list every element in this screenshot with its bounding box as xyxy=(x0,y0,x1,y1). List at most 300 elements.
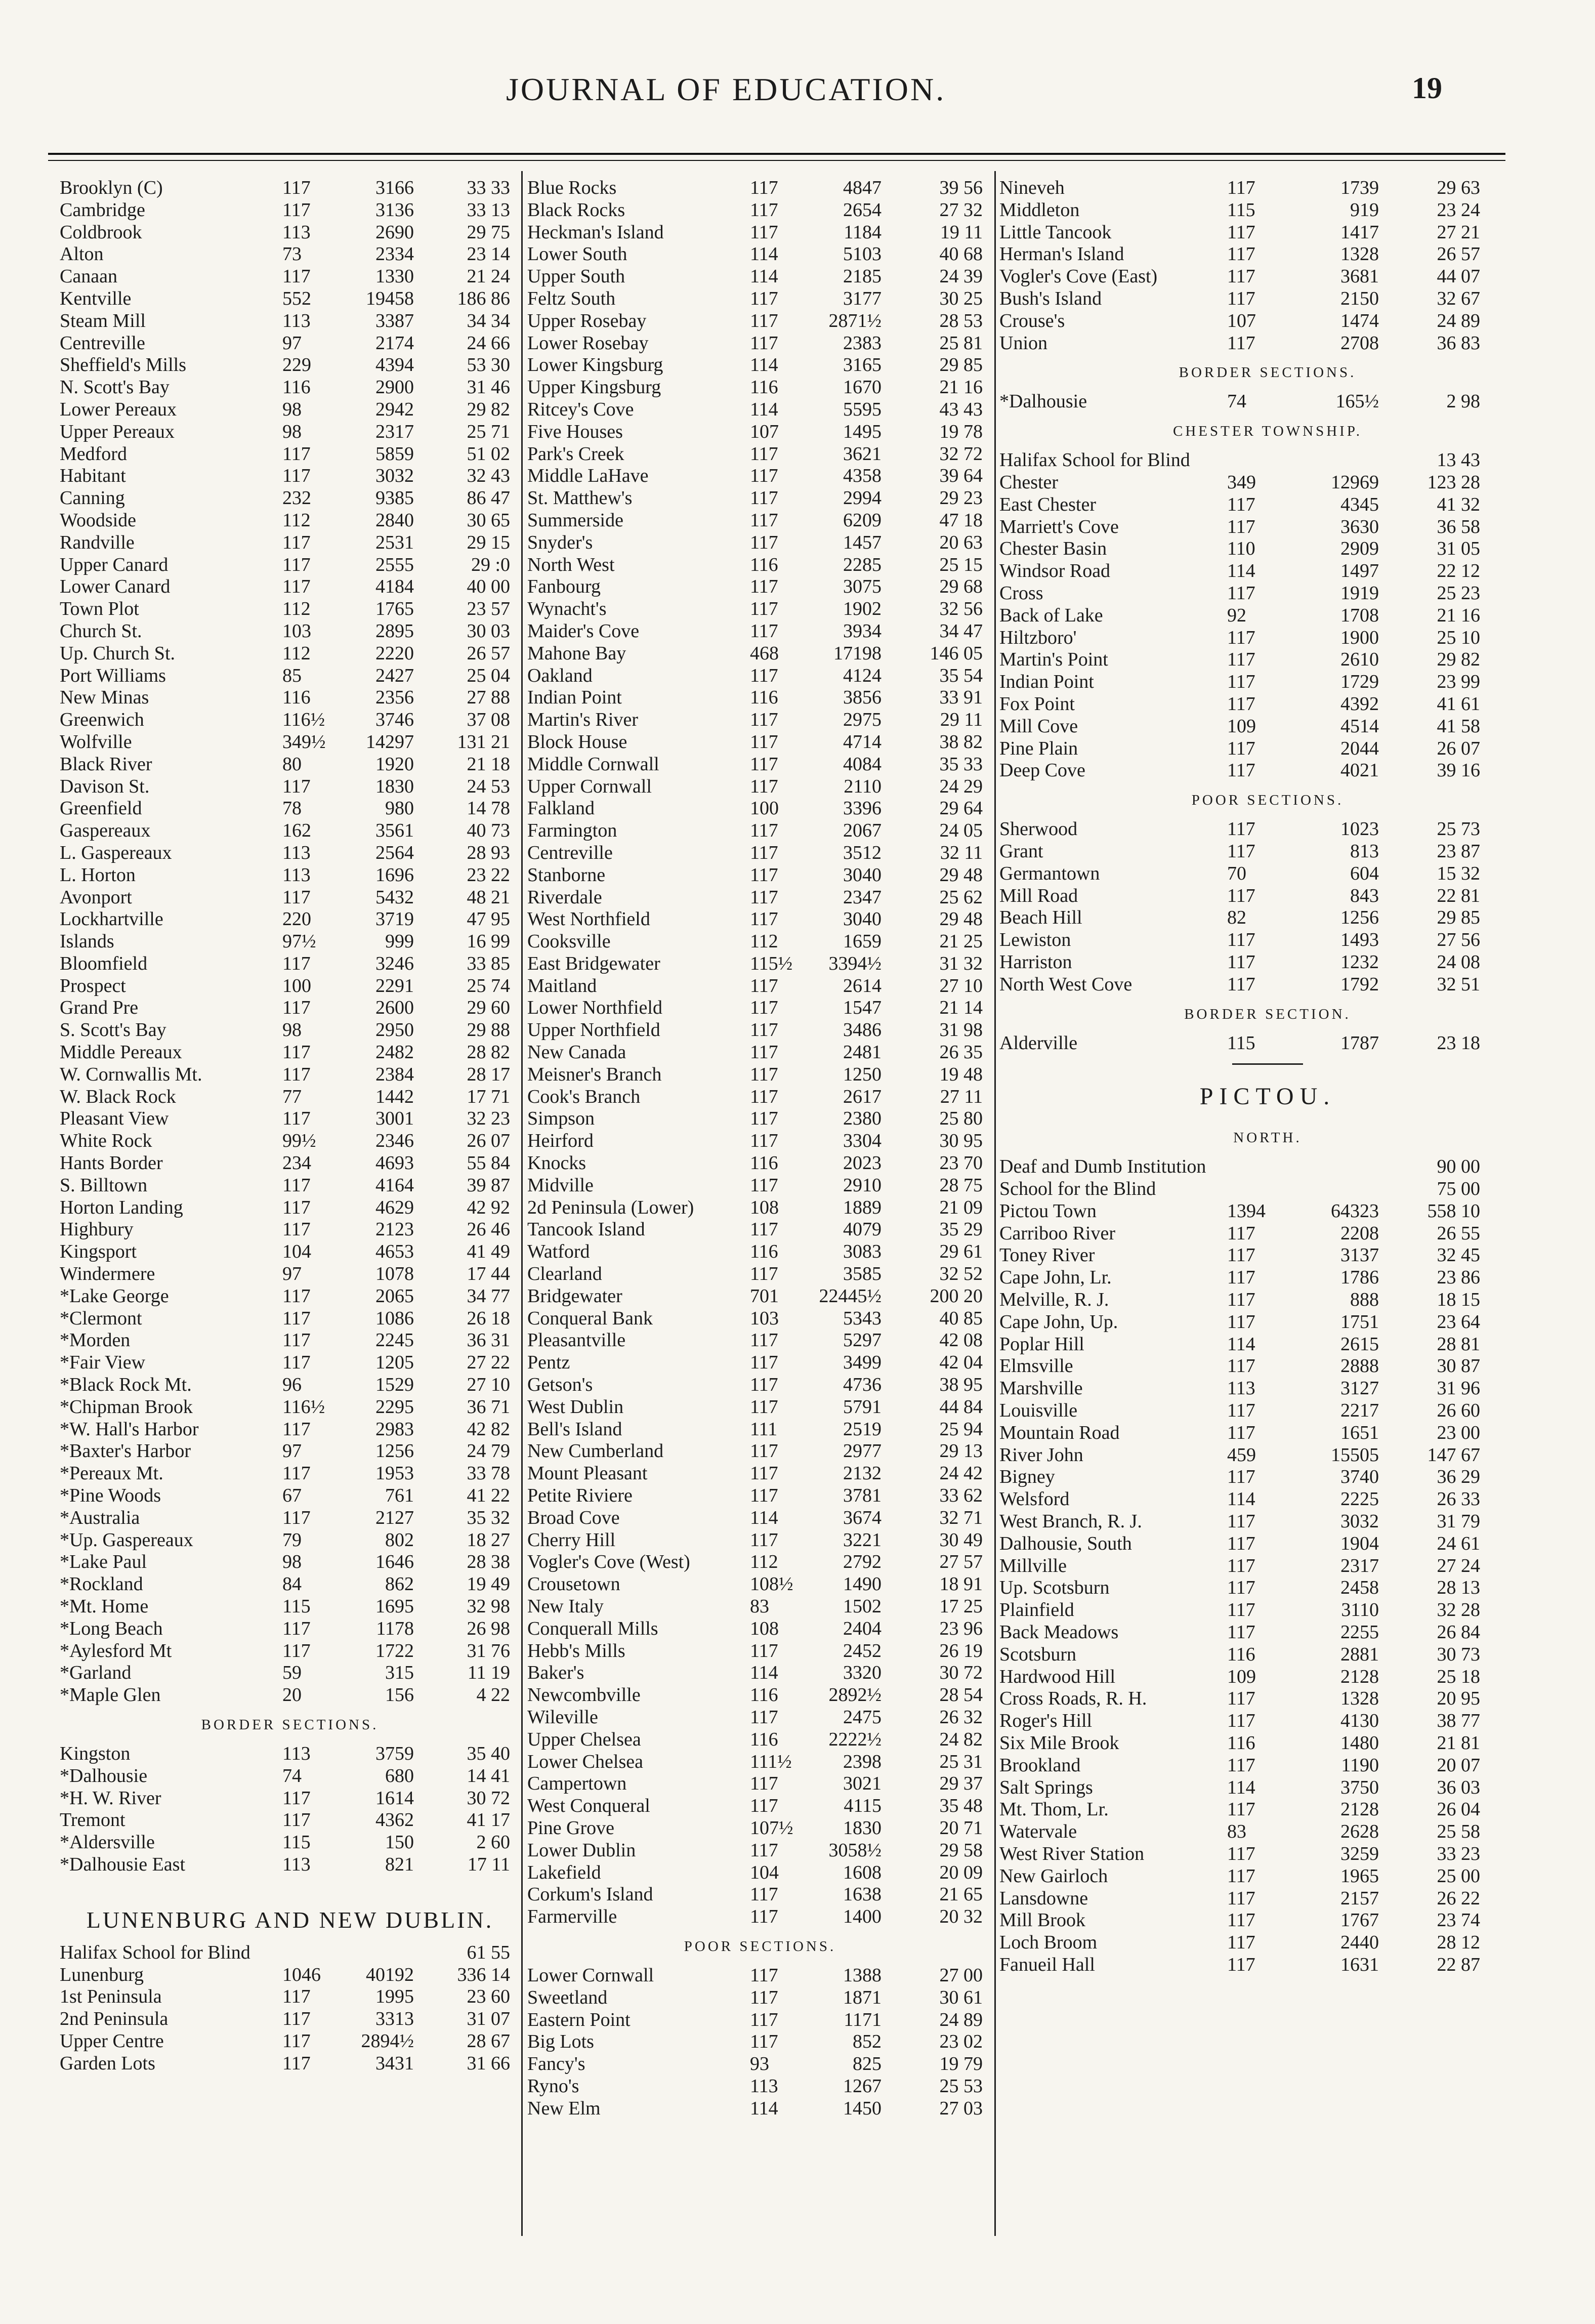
attendance: 2628 xyxy=(1340,1821,1379,1843)
table-row xyxy=(527,598,993,620)
section-name: Meisner's Branch xyxy=(527,1063,662,1085)
table-row xyxy=(60,510,520,532)
days-taught: 116 xyxy=(750,687,778,709)
grant-amount: 34 77 xyxy=(467,1285,510,1307)
section-name: *Lake Paul xyxy=(60,1551,147,1573)
grant-amount: 25 94 xyxy=(939,1418,983,1440)
section-name: Deep Cove xyxy=(999,760,1085,781)
table-row xyxy=(527,1419,993,1441)
grant-amount: 31 46 xyxy=(467,377,510,398)
table-row xyxy=(527,1019,993,1042)
attendance: 919 xyxy=(1350,199,1379,221)
days-taught: 117 xyxy=(750,443,778,465)
table-row xyxy=(999,1156,1536,1178)
section-name: Grant xyxy=(999,840,1043,862)
table-row xyxy=(999,1954,1536,1976)
grant-amount: 26 55 xyxy=(1437,1222,1480,1244)
grant-amount: 30 61 xyxy=(939,1986,983,2008)
table-row xyxy=(527,620,993,643)
days-taught: 117 xyxy=(750,310,778,331)
days-taught: 552 xyxy=(282,287,311,309)
attendance: 2067 xyxy=(843,820,882,842)
attendance: 1178 xyxy=(376,1617,414,1639)
table-row xyxy=(527,709,993,731)
section-name: Sweetland xyxy=(527,1986,608,2008)
section-name: Coldbrook xyxy=(60,221,142,243)
grant-amount: 39 16 xyxy=(1437,760,1480,781)
section-name: Feltz South xyxy=(527,287,616,309)
days-taught: 117 xyxy=(1227,1311,1255,1333)
days-taught: 459 xyxy=(1227,1444,1256,1466)
attendance: 2475 xyxy=(843,1706,882,1728)
attendance: 2398 xyxy=(843,1751,882,1772)
days-taught: 117 xyxy=(1227,693,1255,715)
section-name: 2d Peninsula (Lower) xyxy=(527,1196,694,1218)
attendance: 1328 xyxy=(1340,243,1379,265)
table-row xyxy=(60,1788,520,1810)
section-name: Plainfield xyxy=(999,1599,1074,1621)
attendance: 3075 xyxy=(843,576,882,598)
table-row xyxy=(999,1511,1536,1533)
grant-amount: 29 37 xyxy=(939,1773,983,1795)
table-row xyxy=(527,266,993,288)
table-row xyxy=(60,199,520,222)
section-name: Brooklyn (C) xyxy=(60,177,163,198)
days-taught: 117 xyxy=(282,1418,311,1440)
attendance: 3750 xyxy=(1340,1776,1379,1798)
attendance: 1330 xyxy=(375,266,414,287)
section-name: Wileville xyxy=(527,1706,598,1728)
grant-amount: 29 15 xyxy=(467,531,510,553)
attendance: 2128 xyxy=(1340,1799,1379,1820)
attendance: 1256 xyxy=(1340,907,1379,929)
section-name: Lower Cornwall xyxy=(527,1964,654,1986)
section-name: Pictou Town xyxy=(999,1200,1097,1222)
grant-amount: 21 25 xyxy=(939,931,983,952)
table-row xyxy=(60,643,520,665)
table-row xyxy=(999,333,1536,355)
grant-amount: 18 27 xyxy=(467,1529,510,1551)
attendance: 862 xyxy=(385,1573,414,1595)
section-name: Upper Kingsburg xyxy=(527,377,661,398)
days-taught: 112 xyxy=(282,642,311,664)
days-taught: 107½ xyxy=(750,1817,793,1839)
section-name: Midville xyxy=(527,1174,594,1196)
grant-amount: 28 81 xyxy=(1437,1333,1480,1355)
section-name: *Garland xyxy=(60,1662,132,1684)
attendance: 2317 xyxy=(1340,1555,1379,1576)
days-taught: 117 xyxy=(1227,973,1255,995)
table-row xyxy=(60,266,520,288)
days-taught: 117 xyxy=(750,1463,778,1484)
attendance: 2531 xyxy=(375,531,414,553)
grant-amount: 39 87 xyxy=(467,1174,510,1196)
attendance: 2132 xyxy=(843,1463,882,1484)
attendance: 22445½ xyxy=(819,1285,882,1307)
grant-amount: 35 33 xyxy=(939,753,983,775)
table-row xyxy=(527,1064,993,1086)
attendance: 5297 xyxy=(843,1330,882,1351)
days-taught: 117 xyxy=(282,1507,311,1528)
section-name: Back of Lake xyxy=(999,604,1103,626)
table-row xyxy=(999,1311,1536,1334)
attendance: 3486 xyxy=(843,1019,882,1041)
attendance: 4164 xyxy=(375,1174,414,1196)
days-taught: 117 xyxy=(750,1108,778,1130)
days-taught: 116 xyxy=(282,377,311,398)
section-name: Avonport xyxy=(60,886,132,908)
attendance: 2285 xyxy=(843,554,882,575)
section-name: Lansdowne xyxy=(999,1887,1088,1909)
days-taught: 74 xyxy=(282,1765,302,1787)
table-row xyxy=(527,731,993,754)
attendance: 1670 xyxy=(843,377,882,398)
table-row xyxy=(527,443,993,466)
section-rule xyxy=(1232,1063,1303,1065)
section-name: *Aldersville xyxy=(60,1832,155,1853)
table-row xyxy=(999,1777,1536,1799)
days-taught: 1394 xyxy=(1227,1200,1266,1222)
grant-amount: 32 71 xyxy=(939,1507,983,1528)
table-row xyxy=(60,333,520,355)
attendance: 1502 xyxy=(843,1596,882,1617)
table-row xyxy=(999,716,1536,738)
section-name: New Minas xyxy=(60,687,149,709)
days-taught: 117 xyxy=(750,1773,778,1795)
days-taught: 104 xyxy=(282,1241,311,1263)
days-taught: 116 xyxy=(1227,1643,1255,1665)
days-taught: 114 xyxy=(750,266,778,287)
days-taught: 116 xyxy=(750,377,778,398)
days-taught: 92 xyxy=(1227,604,1246,626)
grant-amount: 26 04 xyxy=(1437,1799,1480,1820)
grant-amount: 35 32 xyxy=(467,1507,510,1528)
attendance: 5432 xyxy=(375,886,414,908)
grant-amount: 41 32 xyxy=(1437,493,1480,515)
days-taught: 117 xyxy=(1227,951,1255,973)
section-name: Wynacht's xyxy=(527,598,607,620)
table-row xyxy=(527,1684,993,1707)
attendance: 15505 xyxy=(1331,1444,1379,1466)
section-name: Lower Canard xyxy=(60,576,171,598)
days-taught: 114 xyxy=(1227,1776,1255,1798)
days-taught: 117 xyxy=(282,1174,311,1196)
attendance: 2881 xyxy=(1340,1643,1379,1665)
days-taught: 108½ xyxy=(750,1573,793,1595)
table-row xyxy=(60,798,520,820)
days-taught: 117 xyxy=(1227,1244,1255,1266)
days-taught: 117 xyxy=(750,1042,778,1063)
attendance: 4736 xyxy=(843,1374,882,1396)
days-taught: 117 xyxy=(750,1964,778,1986)
days-taught: 117 xyxy=(282,443,311,465)
table-row xyxy=(60,931,520,953)
grant-amount: 42 08 xyxy=(939,1330,983,1351)
grant-amount: 33 33 xyxy=(467,177,510,198)
table-row xyxy=(60,1809,520,1832)
section-name: Lunenburg xyxy=(60,1964,144,1985)
table-row xyxy=(527,576,993,598)
days-taught: 113 xyxy=(282,864,311,886)
table-row xyxy=(999,391,1536,413)
table-row xyxy=(999,1688,1536,1710)
section-name: Lower Kingsburg xyxy=(527,354,663,376)
grant-amount: 30 65 xyxy=(467,509,510,531)
attendance: 4394 xyxy=(375,354,414,376)
lunenburg-table xyxy=(60,1942,520,2075)
table-row xyxy=(999,266,1536,288)
table-row xyxy=(527,1241,993,1263)
days-taught: 117 xyxy=(1227,1843,1255,1864)
section-name: Grand Pre xyxy=(60,997,139,1019)
grant-amount: 29 82 xyxy=(467,398,510,420)
grant-amount: 23 22 xyxy=(467,864,510,886)
section-name: Cross Roads, R. H. xyxy=(999,1688,1147,1710)
attendance: 1495 xyxy=(843,421,882,442)
days-taught: 70 xyxy=(1227,862,1246,884)
days-taught: 117 xyxy=(1227,1400,1255,1422)
section-name: Watervale xyxy=(999,1821,1077,1843)
attendance: 12969 xyxy=(1331,471,1379,493)
table-row xyxy=(999,560,1536,583)
days-taught: 111 xyxy=(750,1418,778,1440)
table-row xyxy=(527,222,993,244)
grant-amount: 27 24 xyxy=(1437,1555,1480,1576)
attendance: 2614 xyxy=(843,975,882,997)
days-taught: 116 xyxy=(282,687,311,709)
table-row xyxy=(527,2009,993,2031)
days-taught: 117 xyxy=(750,775,778,797)
table-row xyxy=(60,887,520,909)
attendance: 3259 xyxy=(1340,1843,1379,1864)
grant-amount: 32 45 xyxy=(1437,1244,1480,1266)
days-taught: 97 xyxy=(282,1440,302,1462)
table-row xyxy=(999,199,1536,222)
section-name: Pine Grove xyxy=(527,1817,615,1839)
section-name: Medford xyxy=(60,443,127,465)
attendance: 3781 xyxy=(843,1485,882,1507)
days-taught: 232 xyxy=(282,487,311,509)
table-row xyxy=(60,222,520,244)
table-row xyxy=(60,532,520,554)
attendance: 2950 xyxy=(375,1019,414,1041)
section-name: Getson's xyxy=(527,1374,593,1396)
attendance: 3499 xyxy=(843,1352,882,1374)
attendance: 2110 xyxy=(844,775,882,797)
grant-amount: 146 05 xyxy=(930,642,983,664)
attendance: 4345 xyxy=(1340,493,1379,515)
section-name: Cherry Hill xyxy=(527,1529,616,1551)
attendance: 4847 xyxy=(843,177,882,198)
attendance: 1490 xyxy=(843,1573,882,1595)
days-taught: 220 xyxy=(282,908,311,930)
section-name: Lakefield xyxy=(527,1861,601,1883)
section-name: *Dalhousie xyxy=(999,391,1087,412)
section-name: Cape John, Up. xyxy=(999,1311,1118,1333)
days-taught: 117 xyxy=(1227,1466,1255,1488)
attendance: 6209 xyxy=(843,509,882,531)
grant-amount: 23 00 xyxy=(1437,1422,1480,1443)
days-taught: 117 xyxy=(750,1839,778,1861)
days-taught: 113 xyxy=(1227,1378,1255,1399)
attendance: 2894½ xyxy=(361,2030,414,2052)
grant-amount: 23 96 xyxy=(939,1617,983,1639)
attendance: 1920 xyxy=(375,753,414,775)
days-taught: 116 xyxy=(750,1241,778,1263)
grant-amount: 20 09 xyxy=(939,1861,983,1883)
days-taught: 117 xyxy=(750,709,778,731)
chester-table xyxy=(999,449,1536,782)
section-name: Conqueral Bank xyxy=(527,1307,653,1329)
grant-amount: 29 68 xyxy=(939,576,983,598)
section-name: Pine Plain xyxy=(999,737,1078,759)
section-name: Summerside xyxy=(527,509,623,531)
grant-amount: 4 22 xyxy=(476,1684,510,1706)
table-row xyxy=(999,1334,1536,1356)
attendance: 4021 xyxy=(1340,760,1379,781)
grant-amount: 30 25 xyxy=(939,287,983,309)
attendance: 3394½ xyxy=(828,952,882,974)
attendance: 3630 xyxy=(1340,516,1379,537)
section-name: Randville xyxy=(60,531,135,553)
section-name: L. Horton xyxy=(60,864,136,886)
attendance: 4358 xyxy=(843,465,882,487)
grant-amount: 39 64 xyxy=(939,465,983,487)
attendance: 3746 xyxy=(375,709,414,731)
grant-amount: 36 58 xyxy=(1437,516,1480,537)
section-name: Up. Scotsburn xyxy=(999,1577,1110,1599)
attendance: 2909 xyxy=(1340,538,1379,560)
table-row xyxy=(60,1964,520,1986)
grant-amount: 40 85 xyxy=(939,1307,983,1329)
grant-amount: 24 05 xyxy=(939,820,983,842)
section-name: Port Williams xyxy=(60,665,166,686)
attendance: 2892½ xyxy=(828,1684,882,1706)
section-name: Vogler's Cove (West) xyxy=(527,1551,690,1573)
attendance: 2654 xyxy=(843,199,882,221)
section-name: W. Cornwallis Mt. xyxy=(60,1063,202,1085)
grant-amount: 29 82 xyxy=(1437,649,1480,671)
days-taught: 114 xyxy=(750,398,778,420)
days-taught: 117 xyxy=(1227,1799,1255,1820)
table-row xyxy=(527,2031,993,2053)
section-name: Farmington xyxy=(527,820,617,842)
table-row xyxy=(999,1178,1536,1200)
grant-amount: 20 32 xyxy=(939,1906,983,1928)
table-row xyxy=(999,1533,1536,1555)
days-taught: 117 xyxy=(282,465,311,487)
grant-amount: 25 73 xyxy=(1437,818,1480,840)
grant-amount: 186 86 xyxy=(457,287,510,309)
days-taught: 117 xyxy=(282,576,311,598)
days-taught: 97½ xyxy=(282,931,316,952)
grant-amount: 29 58 xyxy=(939,1839,983,1861)
section-name: Simpson xyxy=(527,1108,595,1130)
grant-amount: 26 57 xyxy=(1437,243,1480,265)
grant-amount: 40 68 xyxy=(939,243,983,265)
section-name: *Pine Woods xyxy=(60,1485,161,1507)
section-name: Melville, R. J. xyxy=(999,1289,1109,1311)
days-taught: 117 xyxy=(750,465,778,487)
grant-amount: 30 72 xyxy=(467,1787,510,1809)
days-taught: 117 xyxy=(750,509,778,531)
table-row xyxy=(999,583,1536,605)
section-name: Church St. xyxy=(60,620,142,642)
section-heading-chester: CHESTER TOWNSHIP. xyxy=(1173,423,1362,440)
table-row xyxy=(527,333,993,355)
table-row xyxy=(527,2098,993,2120)
table-row xyxy=(999,841,1536,863)
attendance: 1190 xyxy=(1341,1754,1379,1776)
table-row xyxy=(999,1932,1536,1954)
grant-amount: 31 07 xyxy=(467,2008,510,2030)
section-name: Centreville xyxy=(60,332,145,354)
attendance: 2452 xyxy=(843,1640,882,1662)
page-title: JOURNAL OF EDUCATION. xyxy=(506,71,946,107)
section-name: Six Mile Brook xyxy=(999,1732,1119,1754)
grant-amount: 29 75 xyxy=(467,221,510,243)
attendance: 2044 xyxy=(1340,737,1379,759)
days-taught: 114 xyxy=(1227,560,1255,582)
grant-amount: 28 13 xyxy=(1437,1577,1480,1599)
table-row xyxy=(527,997,993,1019)
table-row xyxy=(60,2008,520,2030)
grant-amount: 24 61 xyxy=(1437,1532,1480,1554)
days-taught: 117 xyxy=(750,842,778,863)
section-name: Ritcey's Cove xyxy=(527,398,634,420)
attendance: 1751 xyxy=(1340,1311,1379,1333)
lunenburg-cont-table xyxy=(527,177,993,1928)
table-row xyxy=(527,1042,993,1064)
attendance: 3221 xyxy=(843,1529,882,1551)
days-taught: 117 xyxy=(750,1795,778,1817)
days-taught: 117 xyxy=(282,177,311,198)
grant-amount: 23 74 xyxy=(1437,1910,1480,1931)
section-name: New Canada xyxy=(527,1042,626,1063)
attendance: 2334 xyxy=(375,243,414,265)
days-taught: 98 xyxy=(282,398,302,420)
attendance: 2615 xyxy=(1340,1333,1379,1355)
attendance: 852 xyxy=(853,2031,882,2053)
days-taught: 117 xyxy=(1227,1267,1255,1289)
table-row xyxy=(999,885,1536,907)
section-name: Cooksville xyxy=(527,931,611,952)
section-name: Chester xyxy=(999,471,1059,493)
attendance: 1830 xyxy=(375,775,414,797)
table-row xyxy=(60,709,520,731)
section-name: *Aylesford Mt xyxy=(60,1640,172,1662)
section-name: Canaan xyxy=(60,266,117,287)
days-taught: 83 xyxy=(750,1596,769,1617)
days-taught: 117 xyxy=(750,1706,778,1728)
section-name: Bush's Island xyxy=(999,287,1102,309)
attendance: 821 xyxy=(385,1853,414,1875)
grant-amount: 24 39 xyxy=(939,266,983,287)
days-taught: 117 xyxy=(750,199,778,221)
days-taught: 117 xyxy=(282,2008,311,2030)
days-taught: 114 xyxy=(750,1507,778,1528)
table-row xyxy=(60,975,520,998)
attendance: 3856 xyxy=(843,687,882,709)
table-row xyxy=(60,310,520,333)
table-row xyxy=(999,1244,1536,1267)
table-row xyxy=(60,421,520,443)
section-heading-poor: POOR SECTIONS. xyxy=(1191,792,1344,809)
section-name: Pleasantville xyxy=(527,1330,626,1351)
table-row xyxy=(999,671,1536,693)
table-row xyxy=(999,929,1536,951)
section-name: *Black Rock Mt. xyxy=(60,1374,192,1396)
